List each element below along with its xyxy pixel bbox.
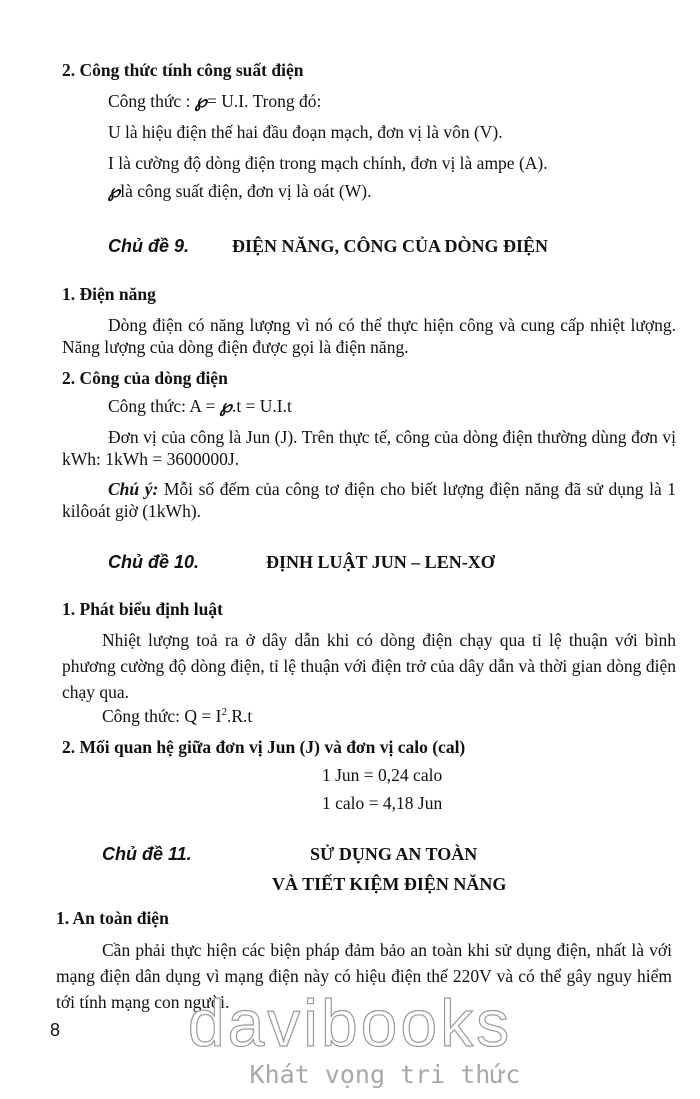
section-heading: 2. Mối quan hệ giữa đơn vị Jun (J) và đơn vị calo (cal) — [62, 737, 466, 757]
topic-label: Chủ đề 11. — [102, 844, 192, 864]
joule-formula — [102, 705, 252, 727]
section-heading: 1. An toàn điện — [56, 908, 169, 928]
unit-relation: 1 calo = 4,18 Jun — [322, 793, 443, 813]
power-symbol: ℘ — [108, 182, 121, 202]
topic-title: ĐIỆN NĂNG, CÔNG CỦA DÒNG ĐIỆN — [232, 236, 549, 256]
topic-title-line-1: SỬ DỤNG AN TOÀN — [310, 844, 478, 864]
formula-suffix: .t = U.I.t — [231, 396, 292, 416]
power-symbol: ℘ — [194, 92, 207, 112]
watermark-slogan: Khát vọng tri thức — [249, 1060, 521, 1089]
note-text: Mỗi số đếm của công tơ điện cho biết lượng điện năng đã sử dụng là 1 kilôoát giờ (1kWh). — [62, 479, 677, 521]
definition-p — [108, 180, 371, 203]
paragraph: Nhiệt lượng toả ra ở dây dẫn khi có dòng điện chạy qua tỉ lệ thuận với bình phương cường độ dòng điện, tỉ lệ thuận với điện trở của dây dẫn và thời gian dòng điện chạy qua. — [62, 630, 676, 702]
page-number: 8 — [50, 1020, 61, 1040]
unit-relation: 1 Jun = 0,24 calo — [322, 765, 443, 785]
paragraph: Cần phải thực hiện các biện pháp đảm bảo an toàn khi sử dụng điện, nhất là với mạng điện dân dụng vì mạng điện này có hiệu điện thế 220V và có thể gây nguy hiểm tới tính mạng con người. — [56, 940, 672, 1012]
topic-11-heading — [102, 842, 478, 866]
topic-label: Chủ đề 10. — [108, 552, 200, 572]
formula-prefix: Công thức: A = — [108, 396, 220, 416]
section-heading: 1. Điện năng — [62, 284, 156, 304]
watermark-brand: davibooks — [187, 986, 513, 1060]
formula-prefix: Công thức: Q = I — [102, 706, 222, 726]
formula-suffix: .R.t — [226, 706, 253, 726]
section-heading: 2. Công của dòng điện — [62, 368, 228, 388]
formula-prefix: Công thức : — [108, 91, 195, 111]
section-heading: 2. Công thức tính công suất điện — [62, 60, 304, 80]
paragraph: Đơn vị của công là Jun (J). Trên thực tế, công của dòng điện thường dùng đơn vị kWh: 1kWh = 3600000J. — [62, 427, 676, 469]
work-formula — [108, 395, 292, 418]
note-label: Chú ý: — [108, 479, 159, 499]
power-symbol: ℘ — [219, 397, 232, 417]
topic-title-line-2: VÀ TIẾT KIỆM ĐIỆN NĂNG — [272, 874, 507, 894]
paragraph: Dòng điện có năng lượng vì nó có thể thực hiện công và cung cấp nhiệt lượng. Năng lượng của dòng điện được gọi là điện năng. — [62, 315, 676, 357]
definition-p-text: là công suất điện, đơn vị là oát (W). — [120, 181, 372, 201]
topic-title: ĐỊNH LUẬT JUN – LEN-XƠ — [266, 552, 495, 572]
topic-9-heading — [108, 234, 549, 258]
topic-10-heading — [108, 550, 495, 574]
note-paragraph — [62, 478, 676, 522]
definition-u: U là hiệu điện thế hai đầu đoạn mạch, đơn vị là vôn (V). — [108, 122, 503, 142]
section-heading: 1. Phát biểu định luật — [62, 599, 223, 619]
topic-11-title-line-2 — [272, 872, 506, 896]
definition-i: I là cường độ dòng điện trong mạch chính, đơn vị là ampe (A). — [108, 153, 548, 173]
topic-label: Chủ đề 9. — [108, 236, 190, 256]
formula-suffix: = U.I. Trong đó: — [206, 91, 322, 111]
formula-exponent: 2 — [221, 706, 227, 719]
power-formula — [108, 90, 321, 113]
